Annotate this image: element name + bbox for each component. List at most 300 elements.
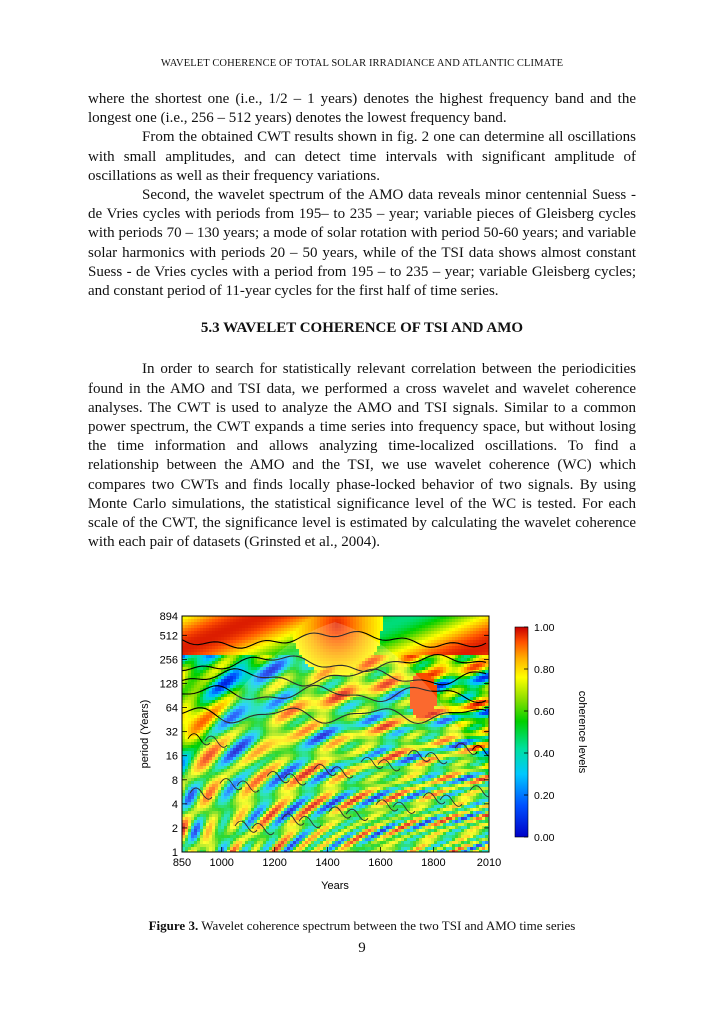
heatmap-cell (422, 664, 425, 667)
heatmap-cell (473, 691, 476, 694)
heatmap-cell (452, 622, 455, 625)
heatmap-cell (467, 712, 470, 715)
heatmap-cell (236, 652, 239, 655)
heatmap-cell (296, 616, 299, 619)
heatmap-cell (308, 625, 311, 628)
heatmap-cell (461, 700, 464, 703)
heatmap-cell (464, 631, 467, 634)
heatmap-cell (476, 718, 479, 721)
heatmap-cell (209, 673, 212, 676)
heatmap-cell (233, 688, 236, 691)
heatmap-cell (485, 637, 488, 640)
heatmap-cell (410, 622, 413, 625)
heatmap-cell (197, 682, 200, 685)
heatmap-cell (461, 697, 464, 700)
heatmap-cell (413, 634, 416, 637)
heatmap-cell (185, 745, 188, 748)
heatmap-cell (182, 661, 185, 664)
heatmap-cell (464, 733, 467, 736)
heatmap-cell (224, 637, 227, 640)
heatmap-cell (365, 616, 368, 619)
heatmap-cell (266, 643, 269, 646)
heatmap-cell (311, 622, 314, 625)
heatmap-cell (425, 616, 428, 619)
heatmap-cell (482, 733, 485, 736)
heatmap-cell (320, 622, 323, 625)
heatmap-cell (359, 622, 362, 625)
heatmap-cell (185, 742, 188, 745)
heatmap-cell (236, 637, 239, 640)
heatmap-cell (209, 721, 212, 724)
heatmap-cell (383, 622, 386, 625)
heatmap-cell (440, 667, 443, 670)
heatmap-cell (425, 625, 428, 628)
heatmap-cell (374, 619, 377, 622)
heatmap-cell (236, 619, 239, 622)
heatmap-cell (422, 652, 425, 655)
heatmap-cell (227, 625, 230, 628)
heatmap-cell (464, 685, 467, 688)
heatmap-cell (236, 634, 239, 637)
heatmap-cell (182, 718, 185, 721)
heatmap-cell (194, 721, 197, 724)
heatmap-cell (212, 670, 215, 673)
heatmap-cell (299, 631, 302, 634)
heatmap-cell (485, 703, 488, 706)
heatmap-cell (470, 619, 473, 622)
heatmap-cell (416, 619, 419, 622)
heatmap-cell (479, 691, 482, 694)
heatmap-cell (422, 673, 425, 676)
heatmap-cell (464, 640, 467, 643)
heatmap-cell (413, 625, 416, 628)
heatmap-cell (434, 664, 437, 667)
heatmap-cell (485, 664, 488, 667)
heatmap-cell (476, 688, 479, 691)
heatmap-cell (389, 628, 392, 631)
heatmap-cell (473, 706, 476, 709)
heatmap-cell (182, 628, 185, 631)
heatmap-cell (197, 628, 200, 631)
heatmap-cell (464, 652, 467, 655)
heatmap-cell (371, 622, 374, 625)
heatmap-cell (191, 631, 194, 634)
heatmap-cell (182, 751, 185, 754)
heatmap-cell (227, 634, 230, 637)
heatmap-cell (386, 625, 389, 628)
heatmap-cell (251, 634, 254, 637)
heatmap-cell (272, 649, 275, 652)
heatmap-cell (479, 652, 482, 655)
heatmap-cell (257, 643, 260, 646)
heatmap-cell (404, 622, 407, 625)
heatmap-cell (404, 649, 407, 652)
heatmap-cell (308, 616, 311, 619)
heatmap-cell (215, 616, 218, 619)
heatmap-cell (218, 706, 221, 709)
heatmap-cell (389, 625, 392, 628)
heatmap-cell (461, 646, 464, 649)
heatmap-cell (419, 646, 422, 649)
heatmap-cell (398, 616, 401, 619)
heatmap-cell (446, 691, 449, 694)
heatmap-cell (188, 745, 191, 748)
heatmap-cell (431, 619, 434, 622)
heatmap-cell (485, 742, 488, 745)
heatmap-cell (227, 679, 230, 682)
heatmap-cell (239, 649, 242, 652)
heatmap-cell (443, 664, 446, 667)
heatmap-cell (452, 616, 455, 619)
heatmap-cell (476, 625, 479, 628)
heatmap-cell (479, 649, 482, 652)
heatmap-cell (194, 646, 197, 649)
heatmap-cell (272, 628, 275, 631)
heatmap-cell (284, 637, 287, 640)
heatmap-cell (479, 754, 482, 757)
heatmap-cell (230, 673, 233, 676)
heatmap-cell (437, 625, 440, 628)
heatmap-cell (473, 715, 476, 718)
heatmap-cell (425, 619, 428, 622)
heatmap-cell (209, 646, 212, 649)
heatmap-cell (185, 700, 188, 703)
heatmap-cell (443, 694, 446, 697)
heatmap-cell (188, 727, 191, 730)
heatmap-cell (188, 688, 191, 691)
heatmap-cell (389, 643, 392, 646)
heatmap-cell (467, 622, 470, 625)
heatmap-cell (386, 631, 389, 634)
heatmap-cell (467, 676, 470, 679)
heatmap-cell (236, 688, 239, 691)
heatmap-cell (485, 646, 488, 649)
heatmap-cell (479, 679, 482, 682)
heatmap-cell (446, 637, 449, 640)
heatmap-cell (431, 658, 434, 661)
heatmap-cell (392, 646, 395, 649)
heatmap-cell (203, 658, 206, 661)
heatmap-cell (440, 649, 443, 652)
heatmap-cell (470, 628, 473, 631)
heatmap-cell (338, 616, 341, 619)
heatmap-cell (452, 706, 455, 709)
heatmap-cell (278, 625, 281, 628)
heatmap-cell (416, 622, 419, 625)
heatmap-cell (227, 628, 230, 631)
heatmap-cell (305, 616, 308, 619)
heatmap-cell (245, 664, 248, 667)
heatmap-cell (467, 679, 470, 682)
heatmap-cell (470, 730, 473, 733)
heatmap-cell (467, 721, 470, 724)
heatmap-cell (479, 721, 482, 724)
heatmap-cell (461, 718, 464, 721)
heatmap-cell (458, 634, 461, 637)
heatmap-cell (443, 676, 446, 679)
heatmap-cell (197, 637, 200, 640)
heatmap-cell (470, 679, 473, 682)
heatmap-cell (464, 637, 467, 640)
heatmap-cell (476, 703, 479, 706)
heatmap-cell (239, 628, 242, 631)
heatmap-cell (185, 748, 188, 751)
heatmap-cell (260, 634, 263, 637)
heatmap-cell (473, 673, 476, 676)
heatmap-cell (212, 661, 215, 664)
heatmap-cell (269, 631, 272, 634)
heatmap-cell (434, 658, 437, 661)
heatmap-cell (185, 724, 188, 727)
heatmap-cell (182, 652, 185, 655)
heatmap-cell (245, 673, 248, 676)
heatmap-cell (242, 649, 245, 652)
heatmap-cell (230, 679, 233, 682)
heatmap-cell (410, 625, 413, 628)
heatmap-cell (302, 619, 305, 622)
heatmap-cell (410, 655, 413, 658)
heatmap-cell (194, 640, 197, 643)
heatmap-cell (191, 670, 194, 673)
heatmap-cell (455, 682, 458, 685)
heatmap-cell (209, 634, 212, 637)
heatmap-cell (218, 655, 221, 658)
heatmap-cell (416, 628, 419, 631)
heatmap-cell (212, 634, 215, 637)
heatmap-cell (212, 709, 215, 712)
heatmap-cell (479, 739, 482, 742)
heatmap-cell (287, 634, 290, 637)
heatmap-cell (236, 622, 239, 625)
heatmap-cell (398, 631, 401, 634)
heatmap-cell (191, 721, 194, 724)
heatmap-cell (188, 703, 191, 706)
heatmap-cell (380, 634, 383, 637)
heatmap-cell (359, 619, 362, 622)
heatmap-cell (431, 673, 434, 676)
heatmap-cell (188, 619, 191, 622)
heatmap-cell (284, 631, 287, 634)
heatmap-cell (233, 631, 236, 634)
heatmap-cell (194, 679, 197, 682)
heatmap-cell (185, 625, 188, 628)
heatmap-cell (374, 622, 377, 625)
heatmap-cell (239, 676, 242, 679)
heatmap-cell (341, 616, 344, 619)
heatmap-cell (434, 619, 437, 622)
heatmap-cell (242, 634, 245, 637)
heatmap-cell (254, 658, 257, 661)
heatmap-cell (464, 619, 467, 622)
heatmap-cell (374, 628, 377, 631)
heatmap-cell (395, 628, 398, 631)
heatmap-cell (215, 691, 218, 694)
heatmap-cell (467, 682, 470, 685)
heatmap-cell (467, 736, 470, 739)
heatmap-cell (224, 658, 227, 661)
heatmap-cell (182, 721, 185, 724)
heatmap-cell (227, 658, 230, 661)
heatmap-cell (191, 655, 194, 658)
heatmap-cell (269, 634, 272, 637)
heatmap-cell (209, 658, 212, 661)
heatmap-cell (455, 634, 458, 637)
heatmap-cell (242, 625, 245, 628)
heatmap-cell (431, 667, 434, 670)
heatmap-cell (452, 634, 455, 637)
heatmap-cell (203, 724, 206, 727)
running-head: WAVELET COHERENCE OF TOTAL SOLAR IRRADIANCE AND ATLANTIC CLIMATE (160, 58, 564, 69)
heatmap-cell (434, 634, 437, 637)
heatmap-cell (413, 619, 416, 622)
heatmap-cell (269, 619, 272, 622)
heatmap-cell (479, 667, 482, 670)
heatmap-cell (203, 622, 206, 625)
heatmap-cell (449, 700, 452, 703)
heatmap-cell (461, 625, 464, 628)
heatmap-cell (452, 700, 455, 703)
heatmap-cell (212, 631, 215, 634)
heatmap-cell (467, 685, 470, 688)
heatmap-cell (236, 676, 239, 679)
heatmap-cell (383, 628, 386, 631)
heatmap-cell (287, 628, 290, 631)
heatmap-cell (212, 616, 215, 619)
heatmap-cell (251, 619, 254, 622)
heatmap-cell (362, 622, 365, 625)
heatmap-cell (209, 691, 212, 694)
heatmap-cell (467, 655, 470, 658)
heatmap-cell (212, 643, 215, 646)
heatmap-cell (479, 727, 482, 730)
heatmap-cell (482, 739, 485, 742)
heatmap-cell (245, 631, 248, 634)
heatmap-cell (392, 640, 395, 643)
heatmap-cell (269, 622, 272, 625)
heatmap-cell (458, 688, 461, 691)
heatmap-cell (227, 691, 230, 694)
heatmap-cell (206, 631, 209, 634)
heatmap-cell (401, 631, 404, 634)
heatmap-cell (182, 655, 185, 658)
heatmap-cell (398, 634, 401, 637)
heatmap-cell (266, 652, 269, 655)
heatmap-cell (200, 631, 203, 634)
heatmap-cell (470, 682, 473, 685)
heatmap-cell (461, 703, 464, 706)
heatmap-cell (284, 628, 287, 631)
heatmap-cell (425, 622, 428, 625)
heatmap-cell (191, 673, 194, 676)
heatmap-cell (389, 619, 392, 622)
heatmap-cell (245, 649, 248, 652)
heatmap-cell (473, 727, 476, 730)
heatmap-cell (470, 676, 473, 679)
heatmap-cell (464, 730, 467, 733)
heatmap-cell (308, 628, 311, 631)
heatmap-cell (257, 634, 260, 637)
heatmap-cell (434, 673, 437, 676)
heatmap-cell (467, 733, 470, 736)
heatmap-cell (194, 727, 197, 730)
heatmap-cell (440, 679, 443, 682)
heatmap-cell (443, 697, 446, 700)
heatmap-cell (188, 625, 191, 628)
heatmap-cell (404, 616, 407, 619)
heatmap-cell (479, 730, 482, 733)
heatmap-cell (464, 691, 467, 694)
heatmap-cell (260, 616, 263, 619)
heatmap-cell (215, 643, 218, 646)
heatmap-cell (419, 640, 422, 643)
heatmap-cell (185, 757, 188, 760)
heatmap-cell (479, 664, 482, 667)
heatmap-cell (380, 631, 383, 634)
heatmap-cell (425, 664, 428, 667)
heatmap-cell (248, 667, 251, 670)
heatmap-cell (251, 628, 254, 631)
heatmap-cell (479, 619, 482, 622)
heatmap-cell (458, 631, 461, 634)
heatmap-cell (191, 628, 194, 631)
heatmap-cell (455, 688, 458, 691)
heatmap-cell (218, 703, 221, 706)
heatmap-cell (182, 685, 185, 688)
heatmap-cell (251, 667, 254, 670)
heatmap-cell (470, 673, 473, 676)
heatmap-cell (389, 646, 392, 649)
heatmap-cell (437, 640, 440, 643)
heatmap-cell (461, 616, 464, 619)
heatmap-cell (473, 652, 476, 655)
heatmap-cell (440, 685, 443, 688)
heatmap-cell (443, 667, 446, 670)
heatmap-cell (473, 667, 476, 670)
heatmap-cell (464, 667, 467, 670)
heatmap-cell (446, 661, 449, 664)
heatmap-cell (239, 682, 242, 685)
heatmap-cell (287, 631, 290, 634)
heatmap-cell (470, 664, 473, 667)
heatmap-cell (191, 685, 194, 688)
heatmap-cell (182, 700, 185, 703)
heatmap-cell (185, 721, 188, 724)
heatmap-cell (203, 667, 206, 670)
heatmap-cell (287, 616, 290, 619)
heatmap-cell (425, 667, 428, 670)
heatmap-cell (206, 637, 209, 640)
heatmap-cell (440, 637, 443, 640)
heatmap-cell (260, 646, 263, 649)
heatmap-cell (431, 634, 434, 637)
heatmap-cell (188, 700, 191, 703)
heatmap-cell (197, 709, 200, 712)
heatmap-cell (386, 628, 389, 631)
heatmap-cell (419, 649, 422, 652)
heatmap-cell (248, 622, 251, 625)
heatmap-cell (209, 724, 212, 727)
heatmap-cell (185, 727, 188, 730)
heatmap-cell (461, 679, 464, 682)
heatmap-cell (425, 652, 428, 655)
heatmap-cell (311, 625, 314, 628)
heatmap-cell (254, 616, 257, 619)
heatmap-cell (476, 628, 479, 631)
heatmap-cell (272, 637, 275, 640)
heatmap-cell (476, 637, 479, 640)
heatmap-cell (461, 706, 464, 709)
heatmap-cell (467, 718, 470, 721)
